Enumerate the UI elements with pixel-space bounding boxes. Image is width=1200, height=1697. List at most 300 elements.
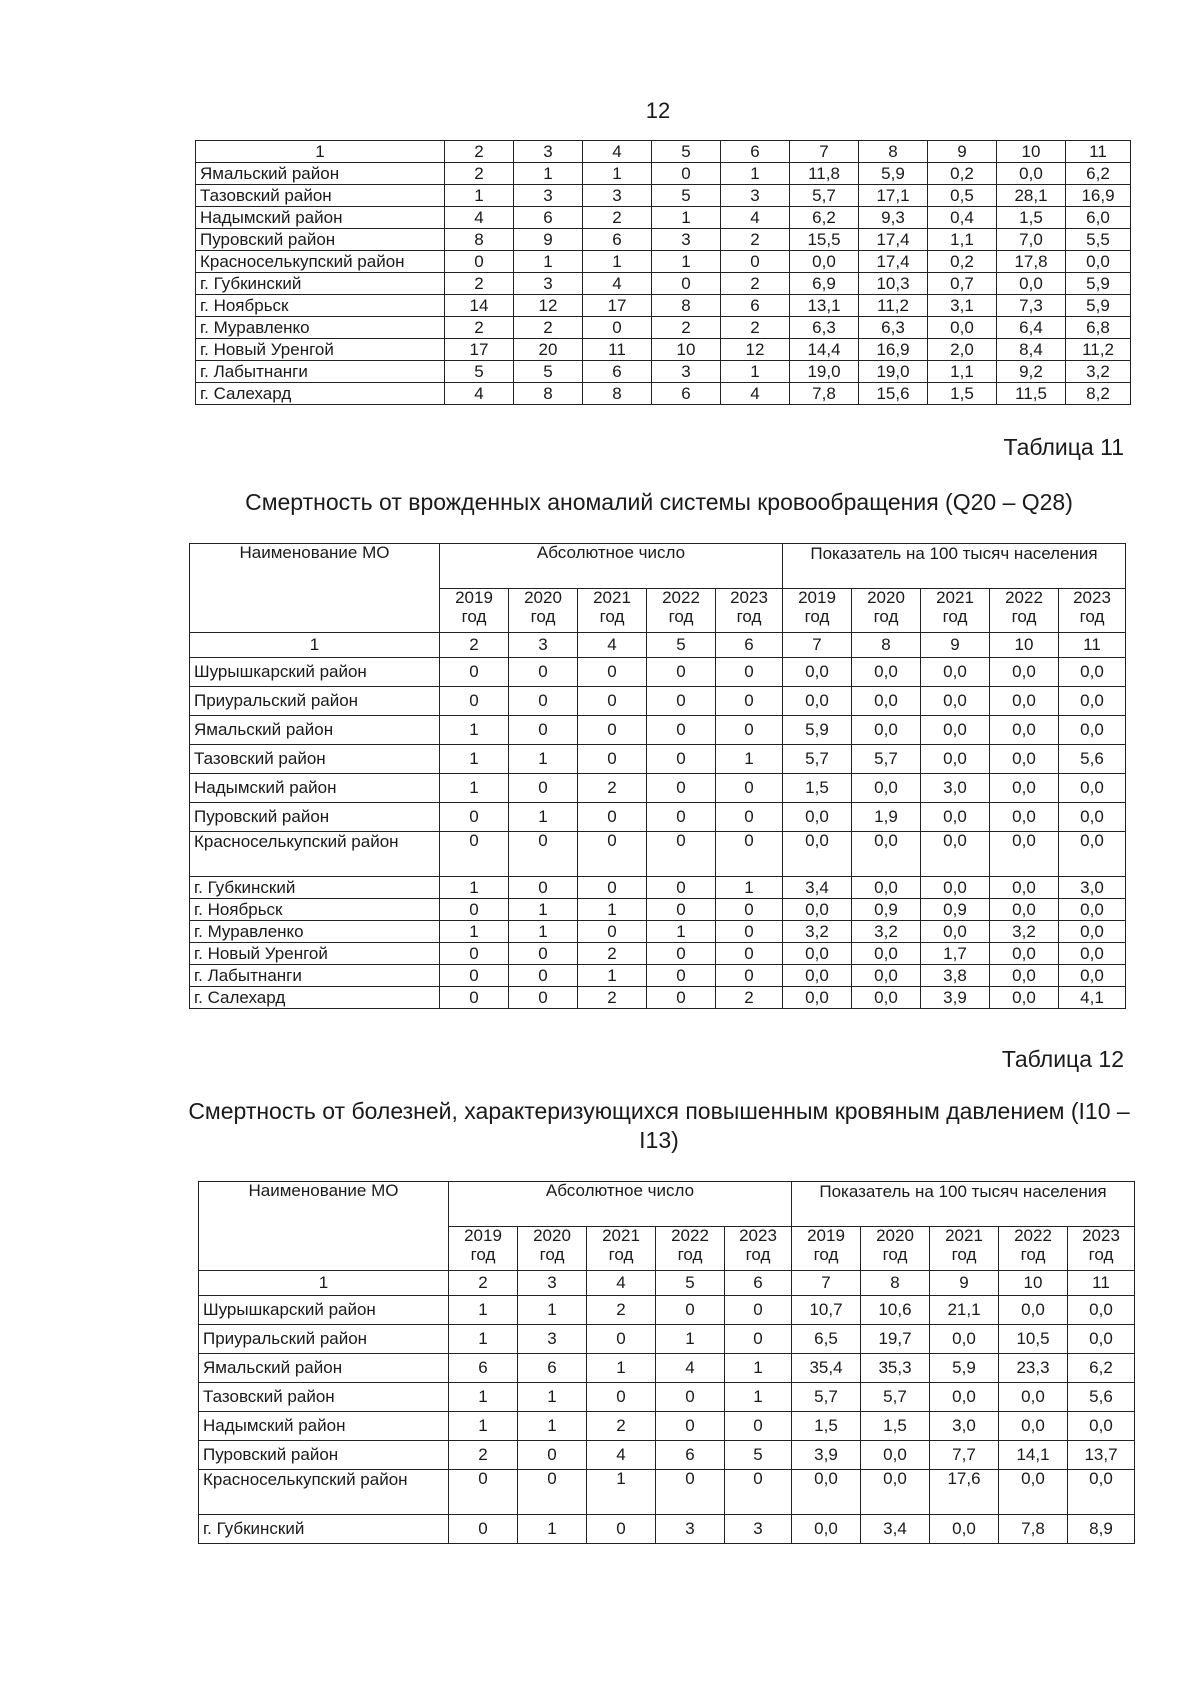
index-cell: 8 <box>859 141 928 163</box>
value-cell: 6 <box>656 1441 725 1470</box>
table-row <box>190 745 1126 774</box>
table-row <box>199 1470 1135 1515</box>
index-cell: 3 <box>509 633 578 658</box>
value-cell: 5,6 <box>1068 1383 1135 1412</box>
value-cell: 4 <box>721 383 790 405</box>
row-name-cell: г. Ноябрьск <box>196 295 445 317</box>
table-row <box>199 1325 1135 1354</box>
value-cell: 0 <box>518 1441 587 1470</box>
row-name-cell: г. Салехард <box>196 383 445 405</box>
value-cell: 5,7 <box>792 1383 861 1412</box>
value-cell: 0,0 <box>861 1470 930 1515</box>
table-row <box>196 317 1131 339</box>
value-cell: 0 <box>716 965 783 987</box>
index-cell: 5 <box>652 141 721 163</box>
value-cell: 1,5 <box>997 207 1066 229</box>
value-cell: 0 <box>716 803 783 832</box>
row-name-cell: г. Муравленко <box>196 317 445 339</box>
value-cell: 1 <box>652 207 721 229</box>
index-cell: 6 <box>725 1271 792 1296</box>
table-row <box>199 1383 1135 1412</box>
value-cell: 0 <box>725 1470 792 1515</box>
table12-title: Смертность от болезней, характеризующихся повышенным кровяным давлением (I10 – I13) <box>188 1098 1130 1153</box>
value-cell: 3,2 <box>1066 361 1131 383</box>
value-cell: 0,0 <box>990 965 1059 987</box>
value-cell: 0 <box>578 803 647 832</box>
value-cell: 0,0 <box>990 803 1059 832</box>
value-cell: 0 <box>578 921 647 943</box>
value-cell: 14,4 <box>790 339 859 361</box>
value-cell: 0,0 <box>990 899 1059 921</box>
year-header-cell: 2020 год <box>509 589 578 633</box>
value-cell: 10,6 <box>861 1296 930 1325</box>
value-cell: 1 <box>440 716 509 745</box>
value-cell: 17 <box>445 339 514 361</box>
year-header-cell: 2022 год <box>656 1227 725 1271</box>
value-cell: 1 <box>716 745 783 774</box>
value-cell: 3 <box>514 185 583 207</box>
value-cell: 0 <box>656 1470 725 1515</box>
value-cell: 0 <box>587 1383 656 1412</box>
value-cell: 0 <box>509 987 578 1009</box>
value-cell: 20 <box>514 339 583 361</box>
value-cell: 0 <box>656 1383 725 1412</box>
index-cell: 8 <box>861 1271 930 1296</box>
value-cell: 17,4 <box>859 251 928 273</box>
value-cell: 7,0 <box>997 229 1066 251</box>
value-cell: 11,2 <box>859 295 928 317</box>
table-row <box>190 877 1126 899</box>
value-cell: 28,1 <box>997 185 1066 207</box>
value-cell: 2 <box>578 774 647 803</box>
value-cell: 3 <box>518 1325 587 1354</box>
value-cell: 9,2 <box>997 361 1066 383</box>
value-cell: 1 <box>578 965 647 987</box>
absolute-group-header: Абсолютное число <box>440 544 783 589</box>
table12-label: Таблица 12 <box>1001 1046 1124 1072</box>
value-cell: 0 <box>716 943 783 965</box>
table-row <box>190 965 1126 987</box>
value-cell: 0 <box>647 658 716 687</box>
value-cell: 21,1 <box>930 1296 999 1325</box>
index-cell: 3 <box>514 141 583 163</box>
year-header-cell: 2020 год <box>852 589 921 633</box>
value-cell: 6,0 <box>1066 207 1131 229</box>
table-row <box>190 774 1126 803</box>
table-row <box>196 295 1131 317</box>
row-name-cell: Надымский район <box>199 1412 449 1441</box>
value-cell: 6 <box>449 1354 518 1383</box>
value-cell: 5,7 <box>783 745 852 774</box>
index-cell: 4 <box>583 141 652 163</box>
value-cell: 1,9 <box>852 803 921 832</box>
value-cell: 0 <box>440 803 509 832</box>
value-cell: 0,0 <box>852 832 921 877</box>
value-cell: 0 <box>578 877 647 899</box>
value-cell: 0,0 <box>792 1515 861 1544</box>
value-cell: 3,4 <box>861 1515 930 1544</box>
value-cell: 1,1 <box>928 229 997 251</box>
value-cell: 1 <box>725 1354 792 1383</box>
value-cell: 6,2 <box>790 207 859 229</box>
year-header-cell: 2019 год <box>449 1227 518 1271</box>
value-cell: 0,0 <box>999 1296 1068 1325</box>
value-cell: 1 <box>647 921 716 943</box>
value-cell: 1 <box>445 185 514 207</box>
value-cell: 3 <box>652 361 721 383</box>
value-cell: 5 <box>514 361 583 383</box>
value-cell: 0,0 <box>990 658 1059 687</box>
value-cell: 0,0 <box>783 832 852 877</box>
value-cell: 1 <box>587 1470 656 1515</box>
value-cell: 12 <box>514 295 583 317</box>
value-cell: 0 <box>509 877 578 899</box>
value-cell: 7,3 <box>997 295 1066 317</box>
value-cell: 0 <box>440 899 509 921</box>
table-index-row <box>190 633 1126 658</box>
value-cell: 6 <box>583 361 652 383</box>
value-cell: 9 <box>514 229 583 251</box>
value-cell: 0,0 <box>930 1515 999 1544</box>
value-cell: 6,4 <box>997 317 1066 339</box>
value-cell: 0,0 <box>990 774 1059 803</box>
value-cell: 0 <box>647 745 716 774</box>
value-cell: 0 <box>518 1470 587 1515</box>
year-header-cell: 2023 год <box>1068 1227 1135 1271</box>
value-cell: 0,0 <box>861 1441 930 1470</box>
row-name-cell: Пуровский район <box>190 803 440 832</box>
value-cell: 0,0 <box>783 965 852 987</box>
value-cell: 1 <box>716 877 783 899</box>
value-cell: 0,5 <box>928 185 997 207</box>
value-cell: 3 <box>721 185 790 207</box>
value-cell: 1 <box>449 1325 518 1354</box>
value-cell: 8,4 <box>997 339 1066 361</box>
value-cell: 3,2 <box>990 921 1059 943</box>
value-cell: 0,0 <box>990 877 1059 899</box>
value-cell: 1 <box>509 899 578 921</box>
value-cell: 2 <box>721 273 790 295</box>
value-cell: 2 <box>587 1296 656 1325</box>
table-row <box>199 1354 1135 1383</box>
rate-group-header: Показатель на 100 тысяч населения <box>783 544 1126 589</box>
value-cell: 4 <box>656 1354 725 1383</box>
value-cell: 0 <box>445 251 514 273</box>
index-cell: 1 <box>190 633 440 658</box>
value-cell: 5,5 <box>1066 229 1131 251</box>
value-cell: 17,6 <box>930 1470 999 1515</box>
value-cell: 1,5 <box>861 1412 930 1441</box>
value-cell: 1 <box>583 163 652 185</box>
value-cell: 3,2 <box>852 921 921 943</box>
value-cell: 5,7 <box>861 1383 930 1412</box>
value-cell: 0,0 <box>1059 832 1126 877</box>
value-cell: 17,8 <box>997 251 1066 273</box>
index-cell: 2 <box>445 141 514 163</box>
index-cell: 2 <box>440 633 509 658</box>
value-cell: 0 <box>440 687 509 716</box>
value-cell: 1 <box>449 1383 518 1412</box>
value-cell: 0 <box>716 899 783 921</box>
value-cell: 0,0 <box>783 803 852 832</box>
value-cell: 2 <box>652 317 721 339</box>
year-header-cell: 2022 год <box>990 589 1059 633</box>
value-cell: 1 <box>587 1354 656 1383</box>
value-cell: 11,8 <box>790 163 859 185</box>
value-cell: 6,2 <box>1068 1354 1135 1383</box>
table-row <box>196 383 1131 405</box>
value-cell: 0,0 <box>997 163 1066 185</box>
value-cell: 2 <box>721 229 790 251</box>
value-cell: 2 <box>445 317 514 339</box>
year-header-cell: 2019 год <box>792 1227 861 1271</box>
value-cell: 5 <box>725 1441 792 1470</box>
value-cell: 0,0 <box>928 317 997 339</box>
value-cell: 0 <box>578 687 647 716</box>
value-cell: 6,8 <box>1066 317 1131 339</box>
value-cell: 0,0 <box>1059 921 1126 943</box>
value-cell: 0,9 <box>852 899 921 921</box>
table-index-row <box>196 141 1131 163</box>
index-cell: 4 <box>578 633 647 658</box>
row-name-cell: г. Губкинский <box>190 877 440 899</box>
table-row <box>190 943 1126 965</box>
value-cell: 4 <box>445 207 514 229</box>
value-cell: 1 <box>518 1383 587 1412</box>
table-row <box>190 658 1126 687</box>
row-name-cell: г. Ноябрьск <box>190 899 440 921</box>
value-cell: 0,4 <box>928 207 997 229</box>
value-cell: 6 <box>721 295 790 317</box>
value-cell: 17,4 <box>859 229 928 251</box>
value-cell: 0 <box>716 658 783 687</box>
value-cell: 1 <box>509 803 578 832</box>
table-row <box>190 716 1126 745</box>
index-cell: 8 <box>852 633 921 658</box>
index-cell: 11 <box>1068 1271 1135 1296</box>
value-cell: 1 <box>514 251 583 273</box>
value-cell: 5,6 <box>1059 745 1126 774</box>
value-cell: 0,0 <box>990 832 1059 877</box>
value-cell: 5,7 <box>852 745 921 774</box>
value-cell: 6,3 <box>859 317 928 339</box>
year-header-cell: 2023 год <box>716 589 783 633</box>
value-cell: 10,7 <box>792 1296 861 1325</box>
index-cell: 6 <box>721 141 790 163</box>
value-cell: 0,0 <box>1068 1470 1135 1515</box>
value-cell: 0,0 <box>852 774 921 803</box>
value-cell: 3 <box>725 1515 792 1544</box>
index-cell: 4 <box>587 1271 656 1296</box>
value-cell: 5,9 <box>930 1354 999 1383</box>
value-cell: 0 <box>716 687 783 716</box>
value-cell: 0,0 <box>921 803 990 832</box>
year-header-cell: 2021 год <box>578 589 647 633</box>
value-cell: 0 <box>509 943 578 965</box>
value-cell: 0,0 <box>1068 1296 1135 1325</box>
value-cell: 15,6 <box>859 383 928 405</box>
value-cell: 5,9 <box>1066 273 1131 295</box>
row-name-cell: г. Лабытнанги <box>196 361 445 383</box>
value-cell: 0,0 <box>999 1470 1068 1515</box>
table11-title: Смертность от врожденных аномалий системы кровообращения (Q20 – Q28) <box>245 489 1073 515</box>
value-cell: 1,5 <box>792 1412 861 1441</box>
value-cell: 0,0 <box>792 1470 861 1515</box>
value-cell: 0,0 <box>1066 251 1131 273</box>
value-cell: 3,0 <box>930 1412 999 1441</box>
index-cell: 5 <box>656 1271 725 1296</box>
value-cell: 0 <box>647 899 716 921</box>
row-name-cell: Ямальский район <box>190 716 440 745</box>
value-cell: 0,0 <box>997 273 1066 295</box>
value-cell: 1 <box>583 251 652 273</box>
value-cell: 0 <box>647 832 716 877</box>
index-cell: 6 <box>716 633 783 658</box>
value-cell: 3 <box>583 185 652 207</box>
index-cell: 10 <box>997 141 1066 163</box>
value-cell: 6,9 <box>790 273 859 295</box>
value-cell: 6 <box>514 207 583 229</box>
value-cell: 0,2 <box>928 163 997 185</box>
table-row <box>199 1441 1135 1470</box>
row-name-cell: Ямальский район <box>199 1354 449 1383</box>
value-cell: 0,0 <box>1059 658 1126 687</box>
value-cell: 35,4 <box>792 1354 861 1383</box>
value-cell: 0 <box>725 1296 792 1325</box>
index-cell: 10 <box>990 633 1059 658</box>
value-cell: 14 <box>445 295 514 317</box>
table-row <box>196 361 1131 383</box>
row-name-cell: г. Новый Уренгой <box>196 339 445 361</box>
value-cell: 4,1 <box>1059 987 1126 1009</box>
value-cell: 2 <box>445 163 514 185</box>
value-cell: 3,2 <box>783 921 852 943</box>
value-cell: 3,4 <box>783 877 852 899</box>
value-cell: 10,3 <box>859 273 928 295</box>
value-cell: 12 <box>721 339 790 361</box>
row-name-cell: Пуровский район <box>196 229 445 251</box>
value-cell: 0,0 <box>852 658 921 687</box>
index-cell: 11 <box>1059 633 1126 658</box>
row-name-cell: Приуральский район <box>190 687 440 716</box>
value-cell: 0 <box>716 832 783 877</box>
value-cell: 8 <box>514 383 583 405</box>
value-cell: 3,0 <box>921 774 990 803</box>
row-name-cell: Ямальский район <box>196 163 445 185</box>
value-cell: 4 <box>721 207 790 229</box>
value-cell: 1 <box>440 745 509 774</box>
table-row <box>196 251 1131 273</box>
value-cell: 1 <box>514 163 583 185</box>
value-cell: 0 <box>721 251 790 273</box>
index-cell: 9 <box>930 1271 999 1296</box>
value-cell: 16,9 <box>859 339 928 361</box>
value-cell: 1 <box>509 745 578 774</box>
page-number: 12 <box>645 98 671 123</box>
value-cell: 7,7 <box>930 1441 999 1470</box>
value-cell: 0,0 <box>852 716 921 745</box>
year-header-cell: 2020 год <box>861 1227 930 1271</box>
value-cell: 2 <box>449 1441 518 1470</box>
table-row <box>196 339 1131 361</box>
value-cell: 8,9 <box>1068 1515 1135 1544</box>
value-cell: 0 <box>656 1412 725 1441</box>
row-name-cell: г. Салехард <box>190 987 440 1009</box>
value-cell: 8,2 <box>1066 383 1131 405</box>
value-cell: 19,0 <box>790 361 859 383</box>
year-header-cell: 2022 год <box>647 589 716 633</box>
row-name-cell: Шурышкарский район <box>199 1296 449 1325</box>
value-cell: 0 <box>440 965 509 987</box>
index-cell: 2 <box>449 1271 518 1296</box>
table-row <box>199 1296 1135 1325</box>
value-cell: 0,0 <box>852 687 921 716</box>
year-header-cell: 2021 год <box>921 589 990 633</box>
continued-table <box>195 140 1131 405</box>
table-row <box>199 1412 1135 1441</box>
value-cell: 0 <box>716 716 783 745</box>
value-cell: 1 <box>518 1412 587 1441</box>
index-cell: 7 <box>792 1271 861 1296</box>
value-cell: 1 <box>578 899 647 921</box>
value-cell: 0,0 <box>921 877 990 899</box>
index-cell: 5 <box>647 633 716 658</box>
value-cell: 5,7 <box>790 185 859 207</box>
value-cell: 0,0 <box>999 1383 1068 1412</box>
row-name-cell: г. Губкинский <box>199 1515 449 1544</box>
value-cell: 1,5 <box>928 383 997 405</box>
value-cell: 1 <box>449 1296 518 1325</box>
value-cell: 4 <box>587 1441 656 1470</box>
row-name-cell: Надымский район <box>190 774 440 803</box>
row-name-cell: Надымский район <box>196 207 445 229</box>
value-cell: 0,0 <box>1059 899 1126 921</box>
value-cell: 0,0 <box>930 1325 999 1354</box>
table-row <box>196 207 1131 229</box>
value-cell: 35,3 <box>861 1354 930 1383</box>
table-row <box>190 987 1126 1009</box>
value-cell: 17,1 <box>859 185 928 207</box>
year-header-cell: 2023 год <box>1059 589 1126 633</box>
value-cell: 5,9 <box>783 716 852 745</box>
value-cell: 1 <box>518 1515 587 1544</box>
value-cell: 11,5 <box>997 383 1066 405</box>
value-cell: 2 <box>578 943 647 965</box>
row-name-cell: Красноселькупский район <box>199 1470 449 1515</box>
value-cell: 0 <box>652 163 721 185</box>
value-cell: 0 <box>647 687 716 716</box>
value-cell: 1 <box>509 921 578 943</box>
value-cell: 5,9 <box>859 163 928 185</box>
value-cell: 3,9 <box>792 1441 861 1470</box>
value-cell: 0 <box>509 687 578 716</box>
value-cell: 19,0 <box>859 361 928 383</box>
value-cell: 9,3 <box>859 207 928 229</box>
value-cell: 3,9 <box>921 987 990 1009</box>
value-cell: 1 <box>721 361 790 383</box>
value-cell: 3,8 <box>921 965 990 987</box>
table-row <box>199 1515 1135 1544</box>
value-cell: 3 <box>514 273 583 295</box>
row-name-cell: г. Новый Уренгой <box>190 943 440 965</box>
value-cell: 0,0 <box>990 987 1059 1009</box>
value-cell: 0,0 <box>790 251 859 273</box>
value-cell: 8 <box>445 229 514 251</box>
value-cell: 0,0 <box>1059 774 1126 803</box>
value-cell: 0 <box>647 943 716 965</box>
value-cell: 0,0 <box>930 1383 999 1412</box>
value-cell: 6,2 <box>1066 163 1131 185</box>
